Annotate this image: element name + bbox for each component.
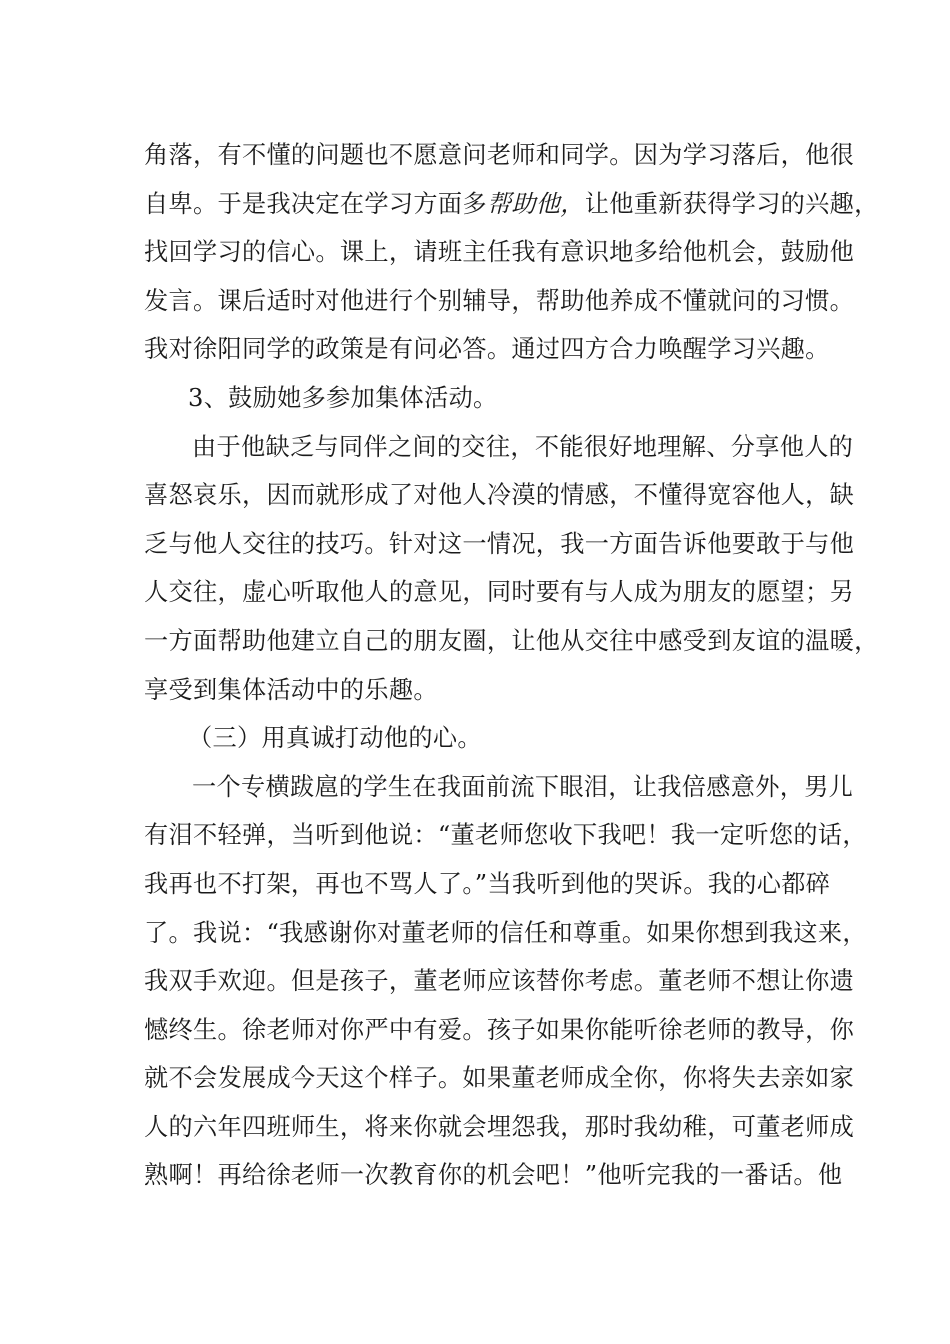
text-line: 角落，有不懂的问题也不愿意问老师和同学。因为学习落后，他很 (144, 141, 855, 169)
text-line: 我双手欢迎。但是孩子，董老师应该替你考虑。董老师不想让你遗 (144, 967, 855, 996)
text-line: 自卑。于是我决定在学习方面多帮助他，让他重新获得学习的兴趣， (144, 189, 879, 218)
text-line: 找回学习的信心。课上，请班主任我有意识地多给他机会，鼓励他 (144, 238, 855, 267)
body-text (144, 131, 879, 1200)
text-line: 有泪不轻弹，当听到他说：“董老师您收下我吧！我一定听您的话， (144, 821, 867, 850)
text-line: 了。我说：“我感谢你对董老师的信任和尊重。如果你想到我这来， (144, 918, 867, 947)
paragraph-start: 由于他缺乏与同伴之间的交往，不能很好地理解、分享他人的 (192, 432, 854, 461)
text-line: 乏与他人交往的技巧。针对这一情况，我一方面告诉他要敢于与他 (144, 529, 855, 558)
text-line: 一方面帮助他建立自己的朋友圈，让他从交往中感受到友谊的温暖， (144, 626, 879, 655)
text-line: 人交往，虚心听取他人的意见，同时要有与人成为朋友的愿望；另 (144, 578, 855, 607)
section-heading: 3、鼓励她多参加集体活动。 (188, 383, 498, 412)
text-line: 我对徐阳同学的政策是有问必答。通过四方合力唤醒学习兴趣。 (144, 335, 830, 364)
section-heading: （三）用真诚打动他的心。 (188, 724, 482, 753)
text-line: 享受到集体活动中的乐趣。 (144, 675, 438, 704)
text-line: 发言。课后适时对他进行个别辅导，帮助他养成不懂就问的习惯。 (144, 286, 855, 315)
text-line: 就不会发展成今天这个样子。如果董老师成全你，你将失去亲如家 (144, 1064, 855, 1093)
text-line: 熟啊！再给徐老师一次教育你的机会吧！”他听完我的一番话。他 (144, 1161, 843, 1190)
paragraph-start: 一个专横跋扈的学生在我面前流下眼泪，让我倍感意外，男儿 (192, 772, 854, 801)
text-line: 憾终生。徐老师对你严中有爱。孩子如果你能听徐老师的教导，你 (144, 1015, 855, 1044)
text-line: 喜怒哀乐，因而就形成了对他人冷漠的情感，不懂得宽容他人，缺 (144, 481, 855, 510)
text-line: 我再也不打架，再也不骂人了。”当我听到他的哭诉。我的心都碎 (144, 869, 831, 898)
emphasized-text: 帮助他， (486, 189, 585, 218)
text-line: 人的六年四班师生，将来你就会埋怨我，那时我幼稚，可董老师成 (144, 1112, 855, 1141)
